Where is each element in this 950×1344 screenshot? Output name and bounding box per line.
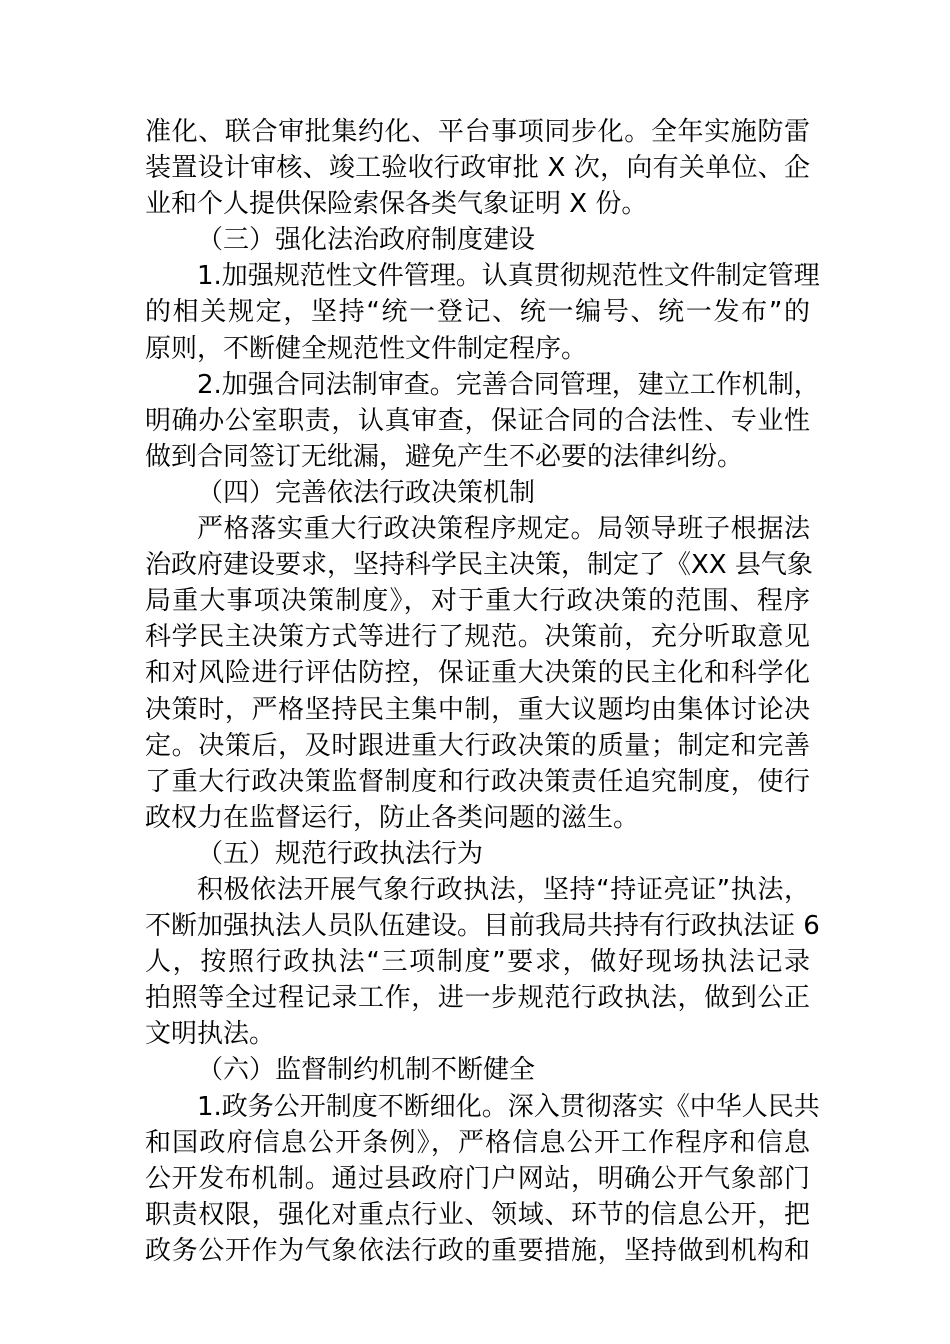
paragraph-line: 做到合同签订无纰漏，避免产生不必要的法律纠纷。 bbox=[145, 441, 744, 472]
paragraph-line: 拍照等全过程记录工作，进一步规范行政执法，做到公正 bbox=[145, 983, 810, 1014]
section-heading-4: （四）完善依法行政决策机制 bbox=[197, 477, 536, 508]
paragraph-line: 业和个人提供保险索保各类气象证明 X 份。 bbox=[145, 189, 648, 220]
section-heading-5: （五）规范行政执法行为 bbox=[197, 838, 484, 869]
paragraph-line: 的相关规定，坚持“统一登记、统一编号、统一发布”的 bbox=[145, 297, 810, 328]
paragraph-line: 定。决策后，及时跟进重大行政决策的质量；制定和完善 bbox=[145, 730, 810, 761]
paragraph-line: 文明执法。 bbox=[145, 1019, 276, 1050]
document-body bbox=[145, 114, 820, 1269]
paragraph-line: 严格落实重大行政决策程序规定。局领导班子根据法 bbox=[197, 514, 810, 545]
paragraph-line: 政权力在监督运行，防止各类问题的滋生。 bbox=[145, 802, 640, 833]
paragraph-line: 和国政府信息公开条例》，严格信息公开工作程序和信息 bbox=[145, 1127, 810, 1158]
paragraph-line: 和对风险进行评估防控，保证重大决策的民主化和科学化 bbox=[145, 658, 810, 689]
paragraph-line: 1.政务公开制度不断细化。深入贯彻落实《中华人民共 bbox=[197, 1091, 820, 1122]
paragraph-line: 1.加强规范性文件管理。认真贯彻规范性文件制定管理 bbox=[197, 261, 820, 292]
paragraph-line: 了重大行政决策监督制度和行政决策责任追究制度，使行 bbox=[145, 766, 810, 797]
paragraph-line: 人，按照行政执法“三项制度”要求，做好现场执法记录 bbox=[145, 947, 810, 978]
paragraph-line: 积极依法开展气象行政执法，坚持“持证亮证”执法， bbox=[197, 874, 810, 905]
paragraph-line: 局重大事项决策制度》，对于重大行政决策的范围、程序 bbox=[145, 586, 810, 617]
paragraph-line: 治政府建设要求，坚持科学民主决策，制定了《XX 县气象 bbox=[145, 550, 813, 581]
section-heading-3: （三）强化法治政府制度建设 bbox=[197, 225, 536, 256]
paragraph-line: 装置设计审核、竣工验收行政审批 X 次，向有关单位、企 bbox=[145, 153, 810, 184]
paragraph-line: 决策时，严格坚持民主集中制，重大议题均由集体讨论决 bbox=[145, 694, 810, 725]
paragraph-line: 科学民主决策方式等进行了规范。决策前，充分听取意见 bbox=[145, 622, 810, 653]
paragraph-line: 明确办公室职责，认真审查，保证合同的合法性、专业性 bbox=[145, 405, 810, 436]
paragraph-line: 职责权限，强化对重点行业、领域、环节的信息公开，把 bbox=[145, 1199, 810, 1230]
section-heading-6: （六）监督制约机制不断健全 bbox=[197, 1055, 536, 1086]
paragraph-line: 原则，不断健全规范性文件制定程序。 bbox=[145, 333, 588, 364]
paragraph-line: 准化、联合审批集约化、平台事项同步化。全年实施防雷 bbox=[145, 117, 810, 147]
paragraph-line: 公开发布机制。通过县政府门户网站，明确公开气象部门 bbox=[145, 1163, 810, 1194]
paragraph-line: 不断加强执法人员队伍建设。目前我局共持有行政执法证 6 bbox=[145, 911, 820, 942]
paragraph-line: 政务公开作为气象依法行政的重要措施，坚持做到机构和 bbox=[145, 1235, 810, 1266]
paragraph-line: 2.加强合同法制审查。完善合同管理，建立工作机制， bbox=[197, 369, 820, 400]
